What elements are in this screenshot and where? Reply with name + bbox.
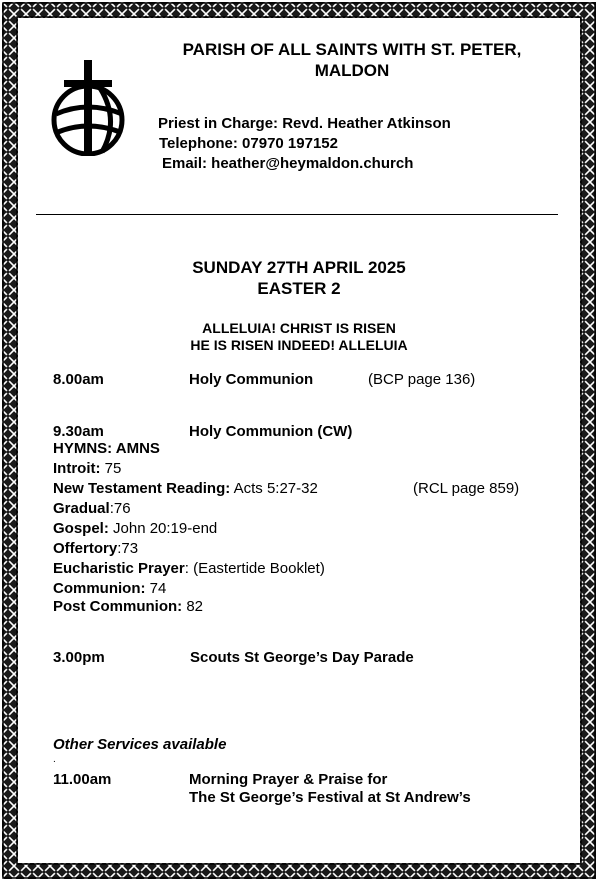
communion-line [53,580,166,597]
gradual-value: :76 [109,500,131,517]
introit-label: Introit: [53,460,101,477]
telephone: Telephone: 07970 197152 [159,135,338,152]
communion-value: 74 [145,580,167,597]
service-date: SUNDAY 27TH APRIL 2025 [192,258,406,277]
other-service-name-line2: The St George’s Festival at St Andrew’s [189,789,471,806]
acclamation-line2: HE IS RISEN INDEED! ALLELUIA [190,337,408,353]
introit-line [53,460,121,477]
gradual-line [53,500,131,517]
gospel-value: John 20:19-end [108,520,218,537]
post-communion-line [53,598,203,615]
eucharistic-prayer-label: Eucharistic Prayer [53,560,185,577]
gradual-label: Gradual [53,500,110,517]
nt-reading-value: Acts 5:27-32 [230,480,318,497]
service-time-800: 8.00am [53,371,104,388]
header-divider [36,214,558,215]
nt-reading-note: (RCL page 859) [413,480,520,497]
nt-reading-label: New Testament Reading: [53,480,231,497]
hymns-label: HYMNS: AMNS [53,440,160,457]
eucharistic-prayer-value: : (Eastertide Booklet) [184,560,325,577]
other-services-heading: Other Services available [53,736,227,753]
parish-name-line1: PARISH OF ALL SAINTS WITH ST. PETER, [182,40,522,59]
eucharistic-prayer-line [53,560,325,577]
stray-dot: . [53,754,56,765]
nt-reading-line [53,480,318,497]
service-time-300: 3.00pm [53,649,105,666]
other-service-time: 11.00am [53,771,112,788]
parish-name-line2: MALDON [314,61,390,80]
offertory-value: :73 [117,540,139,557]
email: Email: heather@heymaldon.church [162,155,414,172]
service-time-930: 9.30am [53,423,104,440]
offertory-label: Offertory [53,540,118,557]
introit-value: 75 [100,460,122,477]
priest-in-charge: Priest in Charge: Revd. Heather Atkinson [158,115,451,132]
service-name-930: Holy Communion (CW) [189,423,353,440]
cross-globe-logo [50,60,132,156]
post-communion-value: 82 [182,598,204,615]
service-note-800: (BCP page 136) [368,371,476,388]
service-name-300: Scouts St George’s Day Parade [190,649,414,666]
liturgical-season: EASTER 2 [257,279,341,298]
gospel-line [53,520,217,537]
service-name-800: Holy Communion [189,371,314,388]
post-communion-label: Post Communion: [53,598,183,615]
offertory-line [53,540,138,557]
gospel-label: Gospel: [53,520,109,537]
other-service-name-line1: Morning Prayer & Praise for [189,771,388,788]
newsletter-page [18,18,580,863]
acclamation-line1: ALLELUIA! CHRIST IS RISEN [202,320,396,336]
communion-label: Communion: [53,580,146,597]
